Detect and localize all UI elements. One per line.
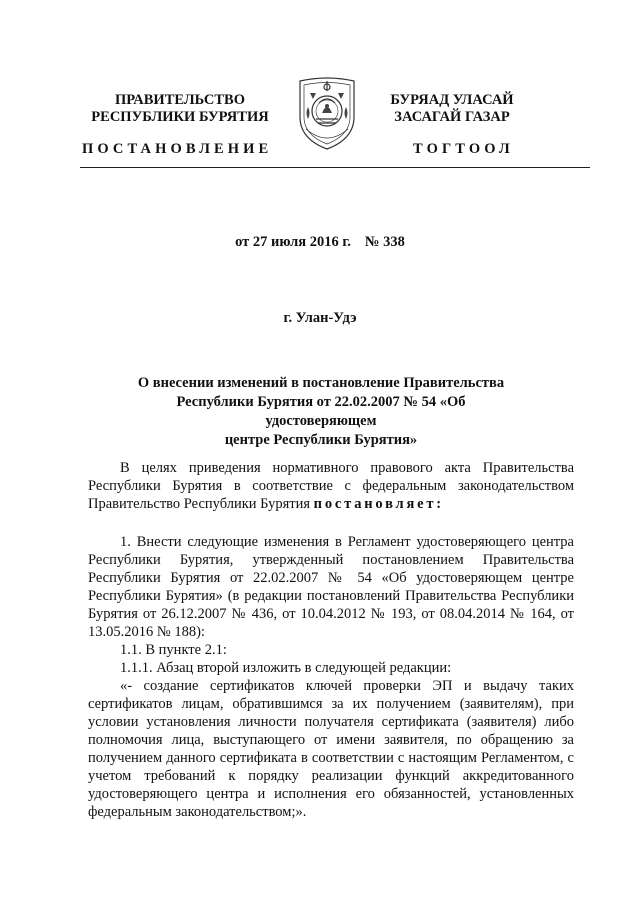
document-city: г. Улан-Удэ: [283, 310, 357, 326]
paragraph-1-1: 1.1. В пункте 2.1:: [120, 642, 227, 658]
header-right-line2: ЗАСАГАЙ ГАЗАР: [394, 109, 510, 125]
quoted-paragraph: «- создание сертификатов ключей проверки ЭП и выдачу таких сертификатов лицам, обратившимся за их получением (заявителям), при условии установления личности получателя сертификата (заявителя) либо полномочия лица, выступающего от имени заявителя, по обращению за получением данного сертификата в соответствии с настоящим Регламентом, с учетом требований к порядку реализации функций аккредитованного удостоверяющего центра и исполнения его обязанностей, установленных федеральным законодательством;».: [88, 678, 574, 820]
document-date-line: [0, 234, 640, 251]
header-right-block: [362, 92, 542, 126]
coat-of-arms-icon: [296, 73, 358, 153]
document-date: от 27 июля 2016 г.: [235, 234, 351, 250]
resolves-word: постановляет:: [313, 496, 444, 512]
preamble-text: В целях приведения нормативного правового акта Правительства Республики Бурятия в соответствие с федеральным законодательством Правительство Республики Бурятия: [88, 460, 574, 512]
paragraph-1: 1. Внести следующие изменения в Регламент удостоверяющего центра Республики Бурятия, утвержденный постановлением Правительства Республики Бурятия от 22.02.2007 № 54 «Об удостоверяющем центре Республики Бурятия» (в редакции постановлений Правительства Республики Бурятия от 26.12.2007 № 436, от 10.04.2012 № 193, от 08.04.2014 № 164, от 13.05.2016 № 188):: [88, 534, 574, 640]
header-left-line2: РЕСПУБЛИКИ БУРЯТИЯ: [91, 109, 269, 125]
doc-type-russian: ПОСТАНОВЛЕНИЕ: [82, 141, 273, 157]
header-right-line1: БУРЯАД УЛАСАЙ: [390, 92, 514, 108]
document-title: [120, 374, 522, 450]
document-body: [88, 459, 574, 821]
title-line3: центре Республики Бурятия»: [224, 432, 418, 448]
header-divider: [80, 167, 590, 168]
preamble-paragraph: [88, 459, 574, 513]
paragraph-1-1-1: 1.1.1. Абзац второй изложить в следующей редакции:: [120, 660, 452, 676]
header-left-block: [90, 92, 270, 126]
title-line2: Республики Бурятия от 22.02.2007 № 54 «Об удостоверяющем: [176, 394, 466, 429]
title-line1: О внесении изменений в постановление Правительства: [137, 375, 505, 391]
document-number: № 338: [364, 234, 405, 250]
header-left-line1: ПРАВИТЕЛЬСТВО: [115, 92, 245, 108]
doc-type-buryat: ТОГТООЛ: [413, 141, 514, 157]
